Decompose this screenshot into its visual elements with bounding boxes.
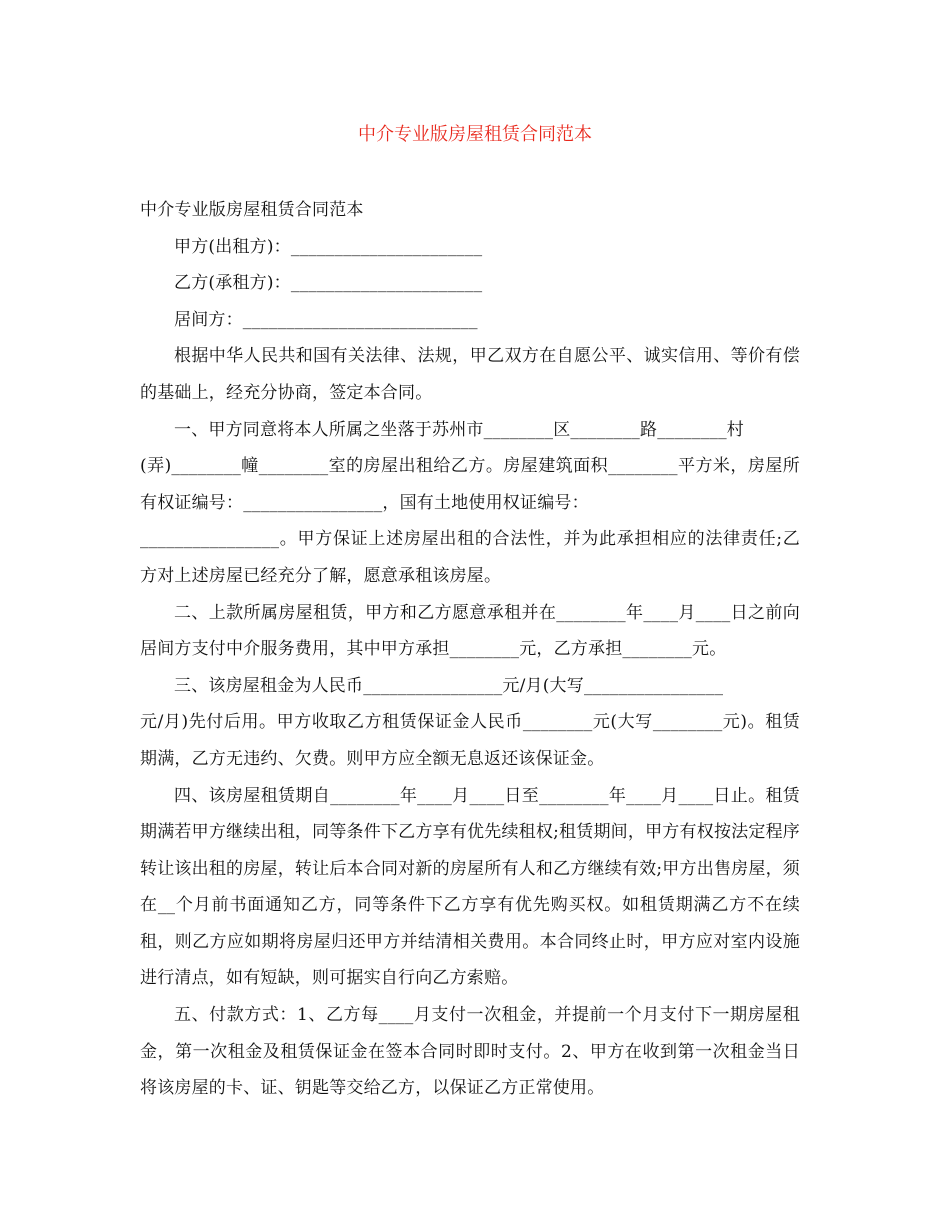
clause-3-line-1: 三、该房屋租金为人民币________________元/月(大写________________ [174,675,724,696]
broker-line: 居间方：___________________________ [174,309,478,330]
clause-2-paragraph: 二、上款所属房屋租赁，甲方和乙方愿意承租并在________年____月____日之前向居间方支付中介服务费用，其中甲方承担________元，乙方承担________元。 [140,602,800,660]
clause-4-paragraph: 四、该房屋租赁期自________年____月____日至________年____月____日止。租赁期满若甲方继续出租，同等条件下乙方享有优先续租权;租赁期间，甲方有权按法定程序转让该出租的房屋，转让后本合同对新的房屋所有人和乙方继续有效;甲方出售房屋，须在__个月前书面通知乙方，同等条件下乙方享有优先购买权。如租赁期满乙方不在续租，则乙方应如期将房屋归还甲方并结清相关费用。本合同终止时，甲方应对室内设施进行清点，如有短缺，则可据实自行向乙方索赔。 [140,785,800,989]
clause-1-line-2: (弄)________幢________室的房屋出租给乙方。房屋建筑面积________平方米，房屋所有权证编号：________________，国有土地使用权证编号： [140,456,800,513]
clause-3-paragraph [140,668,800,778]
party-b-line: 乙方(承租方)：______________________ [174,273,483,294]
preamble-paragraph: 根据中华人民共和国有关法律、法规，甲乙双方在自愿公平、诚实信用、等价有偿的基础上，经充分协商，签定本合同。 [140,346,800,403]
party-a-line: 甲方(出租方)：______________________ [174,236,483,257]
clause-1-line-1: 一、甲方同意将本人所属之坐落于苏州市________区________路________村 [174,419,744,440]
clause-3-line-2: 元/月)先付后用。甲方收取乙方租赁保证金人民币________元(大写________元)。租赁期满，乙方无违约、欠费。则甲方应全额无息返还该保证金。 [140,712,800,769]
document-body [140,192,800,1107]
clause-1-paragraph [140,412,800,595]
clause-1-line-3: ________________。甲方保证上述房屋出租的合法性，并为此承担相应的法律责任;乙方对上述房屋已经充分了解，愿意承租该房屋。 [140,529,800,586]
document-title: 中介专业版房屋租赁合同范本 [358,124,592,145]
document-heading: 中介专业版房屋租赁合同范本 [140,200,364,220]
clause-5-paragraph: 五、付款方式：1、乙方每____月支付一次租金，并提前一个月支付下一期房屋租金，第一次租金及租赁保证金在签本合同时即时支付。2、甲方在收到第一次租金当日将该房屋的卡、证、钥匙等交给乙方，以保证乙方正常使用。 [140,1005,800,1099]
